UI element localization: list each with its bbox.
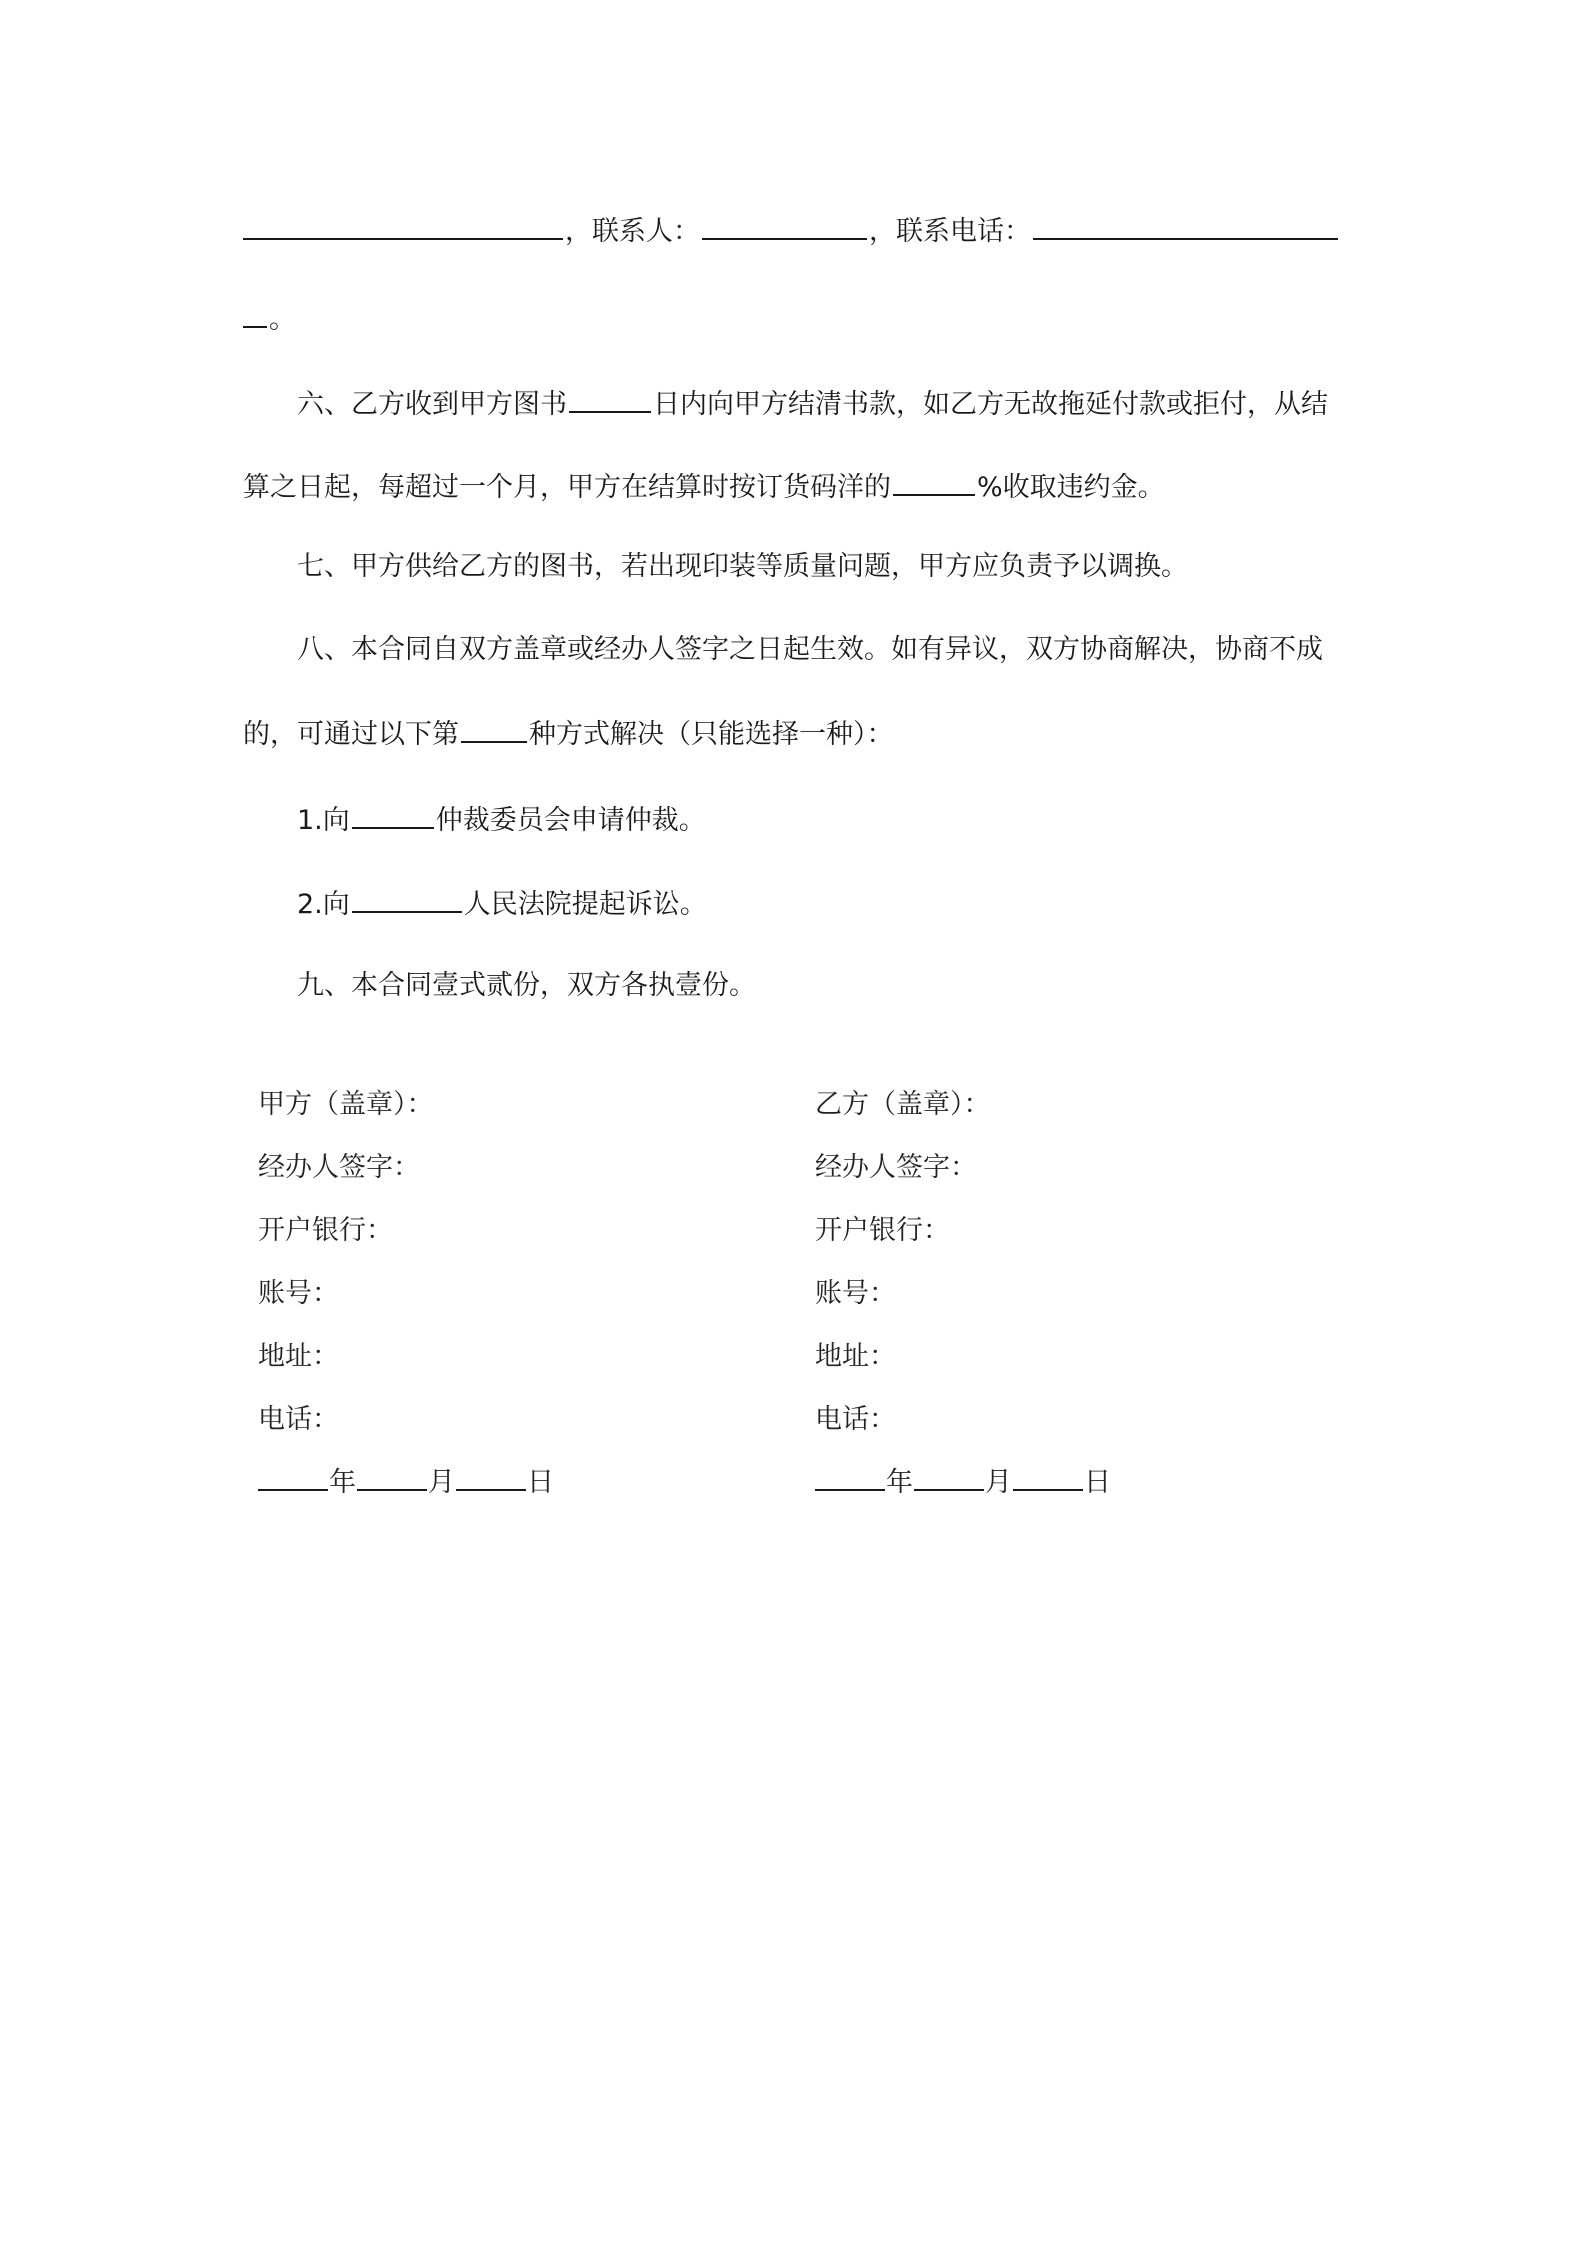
party-b-stamp: 乙方（盖章）： bbox=[815, 1089, 991, 1120]
party-b-year-label: 年 bbox=[886, 1467, 913, 1498]
option-1-text-b: 仲裁委员会申请仲裁。 bbox=[435, 805, 706, 836]
contact-end-blank[interactable] bbox=[243, 298, 267, 328]
party-a-agent: 经办人签字： bbox=[258, 1152, 420, 1183]
clause-6-line-1 bbox=[297, 383, 1356, 425]
clause-9 bbox=[297, 966, 1356, 1006]
clause-7 bbox=[297, 547, 1356, 587]
clause-8-text-b: 的，可通过以下第 bbox=[243, 719, 459, 750]
option-arbitration bbox=[297, 799, 1356, 841]
party-b-date bbox=[815, 1465, 1111, 1501]
party-a-day-label: 日 bbox=[527, 1467, 554, 1498]
option-number-blank[interactable] bbox=[461, 713, 527, 743]
company-blank[interactable] bbox=[243, 210, 563, 240]
phone-blank[interactable] bbox=[1033, 210, 1338, 240]
party-b-address: 地址： bbox=[815, 1341, 896, 1372]
contact-person-blank[interactable] bbox=[702, 210, 867, 240]
party-b-year-blank[interactable] bbox=[815, 1465, 885, 1491]
option-2-text-a: 2.向 bbox=[297, 889, 350, 920]
clause-6-line-2 bbox=[243, 466, 1356, 508]
party-b-month-blank[interactable] bbox=[914, 1465, 984, 1491]
party-a-day-blank[interactable] bbox=[456, 1465, 526, 1491]
party-a-phone: 电话： bbox=[258, 1404, 339, 1435]
clause-8-text-a: 八、本合同自双方盖章或经办人签字之日起生效。如有异议，双方协商解决，协商不成 bbox=[297, 634, 1323, 665]
clause-8-text-c: 种方式解决（只能选择一种）： bbox=[529, 719, 894, 750]
party-b-agent: 经办人签字： bbox=[815, 1152, 977, 1183]
contact-line bbox=[243, 210, 1356, 252]
party-b-month-label: 月 bbox=[985, 1467, 1012, 1498]
option-2-text-b: 人民法院提起诉讼。 bbox=[463, 889, 707, 920]
penalty-rate-blank[interactable] bbox=[893, 466, 975, 496]
party-a-stamp: 甲方（盖章）： bbox=[258, 1089, 434, 1120]
clause-6-text-a: 六、乙方收到甲方图书 bbox=[297, 389, 567, 420]
clause-6-text-d: %收取违约金。 bbox=[977, 472, 1165, 503]
clause-8-line-2 bbox=[243, 713, 1356, 755]
option-1-text-a: 1.向 bbox=[297, 805, 350, 836]
party-a-bank: 开户银行： bbox=[258, 1215, 393, 1246]
party-a-address: 地址： bbox=[258, 1341, 339, 1372]
contact-line-end bbox=[243, 298, 1356, 340]
clause-7-text: 七、甲方供给乙方的图书，若出现印装等质量问题，甲方应负责予以调换。 bbox=[297, 551, 1188, 582]
party-b-account: 账号： bbox=[815, 1278, 896, 1309]
clause-9-text: 九、本合同壹式贰份，双方各执壹份。 bbox=[297, 970, 756, 1001]
clause-6-text-b: 日内向甲方结清书款，如乙方无故拖延付款或拒付，从结 bbox=[653, 389, 1328, 420]
party-b-phone: 电话： bbox=[815, 1404, 896, 1435]
phone-label: ，联系电话： bbox=[869, 216, 1031, 247]
arbitration-blank[interactable] bbox=[352, 799, 434, 829]
party-a-year-blank[interactable] bbox=[258, 1465, 328, 1491]
party-a-month-blank[interactable] bbox=[357, 1465, 427, 1491]
party-a-month-label: 月 bbox=[428, 1467, 455, 1498]
party-a-year-label: 年 bbox=[329, 1467, 356, 1498]
party-b-day-blank[interactable] bbox=[1013, 1465, 1083, 1491]
clause-6-text-c: 算之日起，每超过一个月，甲方在结算时按订货码洋的 bbox=[243, 472, 891, 503]
option-litigation bbox=[297, 883, 1356, 925]
contact-label: ，联系人： bbox=[565, 216, 700, 247]
party-b-day-label: 日 bbox=[1084, 1467, 1111, 1498]
party-a-account: 账号： bbox=[258, 1278, 339, 1309]
payment-days-blank[interactable] bbox=[569, 383, 651, 413]
contact-end-mark: 。 bbox=[269, 304, 296, 335]
clause-8-line-1 bbox=[297, 630, 1356, 670]
party-a-date bbox=[258, 1465, 554, 1501]
court-blank[interactable] bbox=[352, 883, 462, 913]
party-b-bank: 开户银行： bbox=[815, 1215, 950, 1246]
